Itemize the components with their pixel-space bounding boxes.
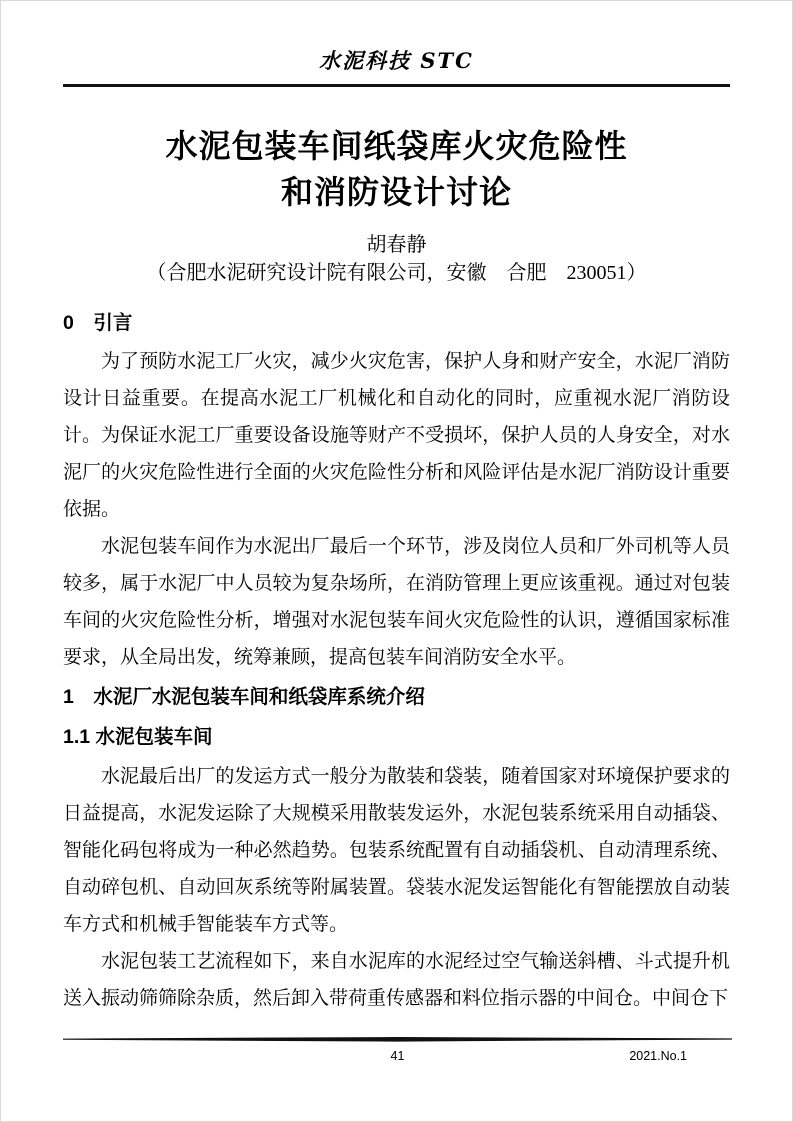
section-heading-1-1: 1.1 水泥包装车间 xyxy=(63,725,213,748)
section-heading-0-introduction: 0 引言 xyxy=(63,311,133,334)
footer-rule xyxy=(63,1037,732,1042)
article-title xyxy=(63,123,730,215)
title-line-2: 和消防设计讨论 xyxy=(280,173,512,210)
paragraph-1: 为了预防水泥工厂火灾，减少火灾危害，保护人身和财产安全，水泥厂消防设计日益重要。在提高水泥工厂机械化和自动化的同时，应重视水泥厂消防设计。为保证水泥工厂重要设备设施等财产不受损坏，保护人员的人身安全，对水泥厂的火灾危险性进行全面的火灾危险性分析和风险评估是水泥厂消防设计重要依据。 xyxy=(63,350,730,520)
title-line-1: 水泥包装车间纸袋库火灾危险性 xyxy=(165,127,628,164)
footer-issue-label: 2021.No.1 xyxy=(629,1049,687,1063)
paragraph-4: 水泥包装工艺流程如下，来自水泥库的水泥经过空气输送斜槽、斗式提升机送入振动筛筛除杂质，然后卸入带荷重传感器和料位指示器的中间仓。中间仓下 xyxy=(63,950,730,1009)
author-affiliation: （合肥水泥研究设计院有限公司，安徽 合肥 230051） xyxy=(146,261,647,284)
section-heading-1: 1 水泥厂水泥包装车间和纸袋库系统介绍 xyxy=(63,685,425,708)
journal-header: 水泥科技 STC xyxy=(319,48,474,73)
header-rule xyxy=(63,84,730,87)
paragraph-2: 水泥包装车间作为水泥出厂最后一个环节，涉及岗位人员和厂外司机等人员较多，属于水泥厂中人员较为复杂场所，在消防管理上更应该重视。通过对包装车间的火灾危险性分析，增强对水泥包装车间火灾危险性的认识，遵循国家标准要求，从全局出发，统筹兼顾，提高包装车间消防安全水平。 xyxy=(63,535,730,668)
footer-page-number: 41 xyxy=(390,1049,405,1063)
paragraph-3: 水泥最后出厂的发运方式一般分为散装和袋装，随着国家对环境保护要求的日益提高，水泥发运除了大规模采用散装发运外，水泥包装系统采用自动插袋、智能化码包将成为一种必然趋势。包装系统配置有自动插袋机、自动清理系统、自动碎包机、自动回灰系统等附属装置。袋装水泥发运智能化有智能摆放自动装车方式和机械手智能装车方式等。 xyxy=(63,765,730,935)
author-name: 胡春静 xyxy=(366,233,427,256)
